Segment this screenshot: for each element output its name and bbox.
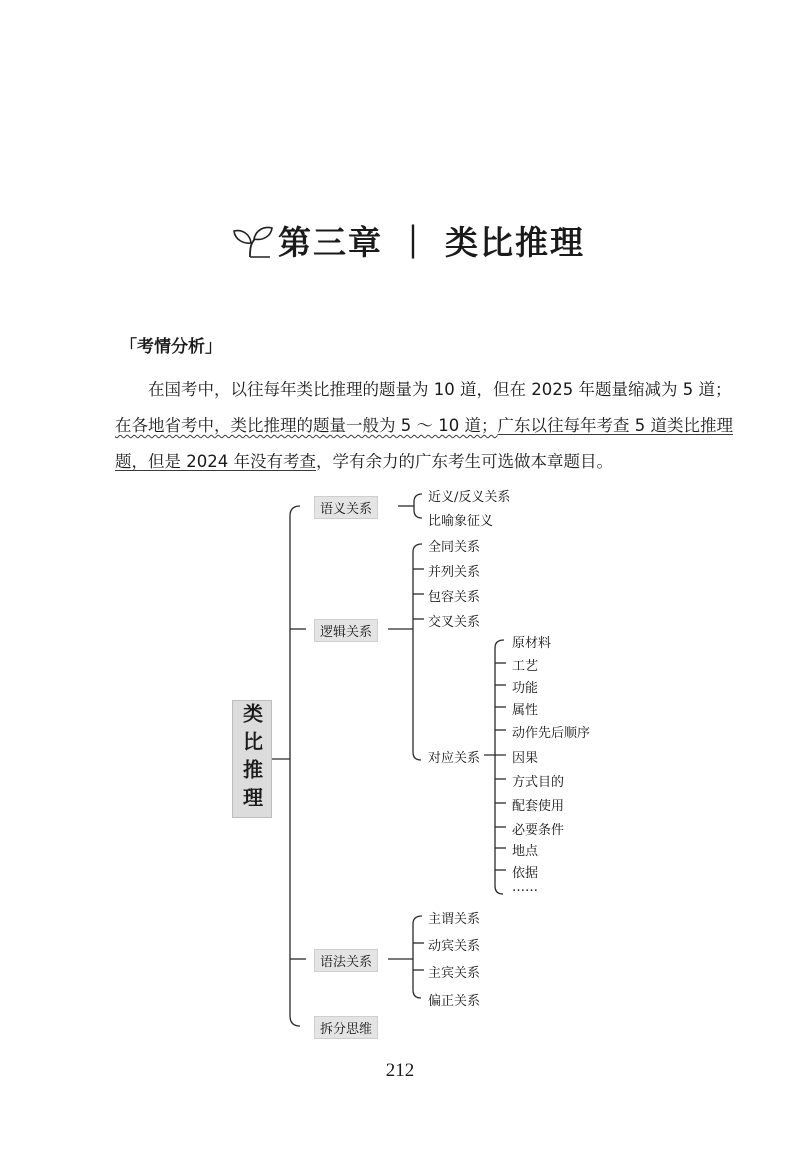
leaf-correspondence: 对应关系 [428, 751, 481, 766]
sub-leaf: 功能 [512, 681, 539, 696]
sprout-icon [230, 217, 276, 263]
paragraph-text-1: 在国考中，以往每年类比推理的题量为 10 道，但在 2025 年题量缩减为 5 道； [148, 380, 732, 399]
sub-leaf: 工艺 [512, 659, 539, 674]
sub-leaf: 原材料 [512, 636, 552, 651]
sub-leaf: 地点 [512, 844, 539, 859]
branch-split: 拆分思维 [314, 1016, 378, 1039]
leaf-parallel: 并列关系 [428, 565, 481, 580]
paragraph-text-2a: 在各地省考中，类比推理的题量一般为 5 ～ 10 道； [115, 416, 498, 435]
paragraph-line-1 [148, 377, 731, 402]
leaf-metaphor: 比喻象征义 [428, 514, 494, 529]
leaf-subject-object: 主宾关系 [428, 966, 481, 981]
sub-leaf: 因果 [512, 751, 539, 766]
paragraph-line-3 [115, 449, 613, 474]
leaf-intersection: 交叉关系 [428, 615, 481, 630]
leaf-identity: 全同关系 [428, 540, 481, 555]
paragraph-text-3a: 题，但是 2024 年没有考查 [115, 452, 316, 471]
paragraph-text-3b: ，学有余力的广东考生可选做本章题目。 [315, 452, 613, 471]
chapter-title [230, 210, 585, 270]
branch-logical: 逻辑关系 [314, 619, 378, 642]
mindmap-root-label: 类比推理 [239, 703, 264, 815]
leaf-modifier-head: 偏正关系 [428, 994, 481, 1009]
chapter-title-text: 第三章 ｜ 类比推理 [278, 222, 585, 262]
sub-leaf: 配套使用 [512, 799, 565, 814]
leaf-verb-object: 动宾关系 [428, 939, 481, 954]
mindmap-root [232, 700, 272, 818]
sub-leaf: 依据 [512, 866, 539, 881]
branch-semantic: 语义关系 [314, 496, 378, 519]
sub-leaf: 必要条件 [512, 823, 565, 838]
sub-leaf: 属性 [512, 703, 539, 718]
section-heading: 「考情分析」 [120, 337, 222, 357]
leaf-subject-predicate: 主谓关系 [428, 912, 481, 927]
sub-leaf: …… [512, 880, 538, 895]
leaf-synonym-antonym: 近义/反义关系 [428, 490, 511, 505]
sub-leaf: 动作先后顺序 [512, 726, 591, 741]
paragraph-text-2b: 广东以往每年考查 5 道类比推理 [497, 416, 733, 435]
branch-grammar: 语法关系 [314, 949, 378, 972]
page-number: 212 [385, 1060, 415, 1081]
leaf-inclusion: 包容关系 [428, 590, 481, 605]
paragraph-line-2 [115, 413, 733, 438]
sub-leaf: 方式目的 [512, 775, 565, 790]
